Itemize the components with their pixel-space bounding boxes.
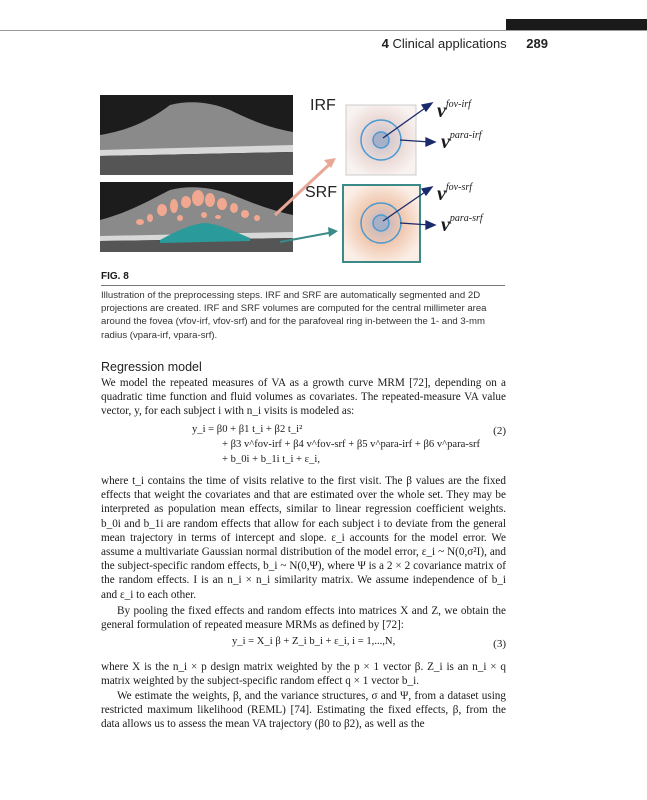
running-head: [382, 36, 548, 51]
header-bar: [506, 19, 647, 30]
figure-caption-title: FIG. 8: [101, 271, 129, 282]
paragraph-1: We model the repeated measures of VA as a growth curve MRM [72], depending on a quadratic time function and fluid volumes as covariates. The repeated-measure VA value vector, y, for each subject i with n_i visits is modeled as:: [101, 377, 506, 418]
section-heading: Regression model: [101, 360, 202, 374]
paragraph-3: By pooling the fixed effects and random effects into matrices X and Z, we obtain the general formulation of repeated measure MRMs as defined by [72]:: [101, 605, 506, 632]
figure-caption: Illustration of the preprocessing steps. IRF and SRF are automatically segmented and 2D projections are created. IRF and SRF volumes are computed for the central millimeter area around the fovea (vfov-irf, vfov-srf) and for the parafoveal ring in-between the 1- and 3-mm radius (vpara-irf, vpara-srf).: [101, 290, 487, 341]
page-number: 289: [526, 36, 548, 51]
equation-2-line-2: + β3 v^fov-irf + β4 v^fov-srf + β5 v^para-irf + β6 v^para-srf: [222, 439, 481, 450]
equation-3-number: (3): [493, 638, 506, 650]
oct-scan-top: [100, 95, 293, 175]
vector-para-srf: $v^{para-srf}$: [441, 213, 483, 236]
chapter-title: Clinical applications: [392, 36, 507, 51]
equation-2-number: (2): [493, 425, 506, 437]
paragraph-5: We estimate the weights, β, and the variance structures, σ and Ψ, from a dataset using restricted maximum likelihood (REML) [74]. Estimating the fixed effects, β, from the data allows us to assess the mean VA trajectory (β0 to β2), as well as the: [101, 690, 506, 731]
paragraph-4: where X is the n_i × p design matrix weighted by the p × 1 vector β. Z_i is an n_i × q matrix weighted by the subject-specific random effect q × 1 vector b_i.: [101, 661, 506, 688]
chapter-number: 4: [381, 36, 389, 51]
equation-3: y_i = X_i β + Z_i b_i + ε_i, i = 1,...,N,: [232, 636, 396, 647]
header-rule: [0, 30, 647, 31]
vector-fov-srf: $v^{fov-srf}$: [437, 182, 472, 205]
vector-fov-irf: $v^{fov-irf}$: [437, 99, 471, 122]
figure-caption-rule: [101, 285, 505, 286]
equation-2-line-1: y_i = β0 + β1 t_i + β2 t_i²: [192, 424, 303, 435]
paragraph-2: where t_i contains the time of visits relative to the first visit. The β values are the fixed effects that weight the covariates and that are estimated over the whole set. They may be interpreted as population mean effects, similar to linear regression coefficient weights. b_0i and b_1i are random effects that allow for each subject i to deviate from the general mean trajectory in terms of intercept and slope. ε_i accounts for the model error. We assume a multivariate Gaussian normal distribution of the model error, ε_i ~ N(0,σ²I), and the subject-specific random effects, b_i ~ N(0,Ψ), where Ψ is a 2 × 2 covariance matrix of the random effects. I is an n_i × n_i similarity matrix. We assume independence of b_i and ε_i to each other.: [101, 475, 506, 601]
equation-2-line-3: + b_0i + b_1i t_i + ε_i,: [222, 454, 321, 465]
vector-para-irf: $v^{para-irf}$: [441, 130, 482, 153]
figure-8-illustration: [100, 90, 520, 270]
irf-label: IRF: [310, 97, 336, 114]
srf-label: SRF: [305, 184, 337, 201]
oct-scan-bottom-segmented: [100, 182, 293, 252]
